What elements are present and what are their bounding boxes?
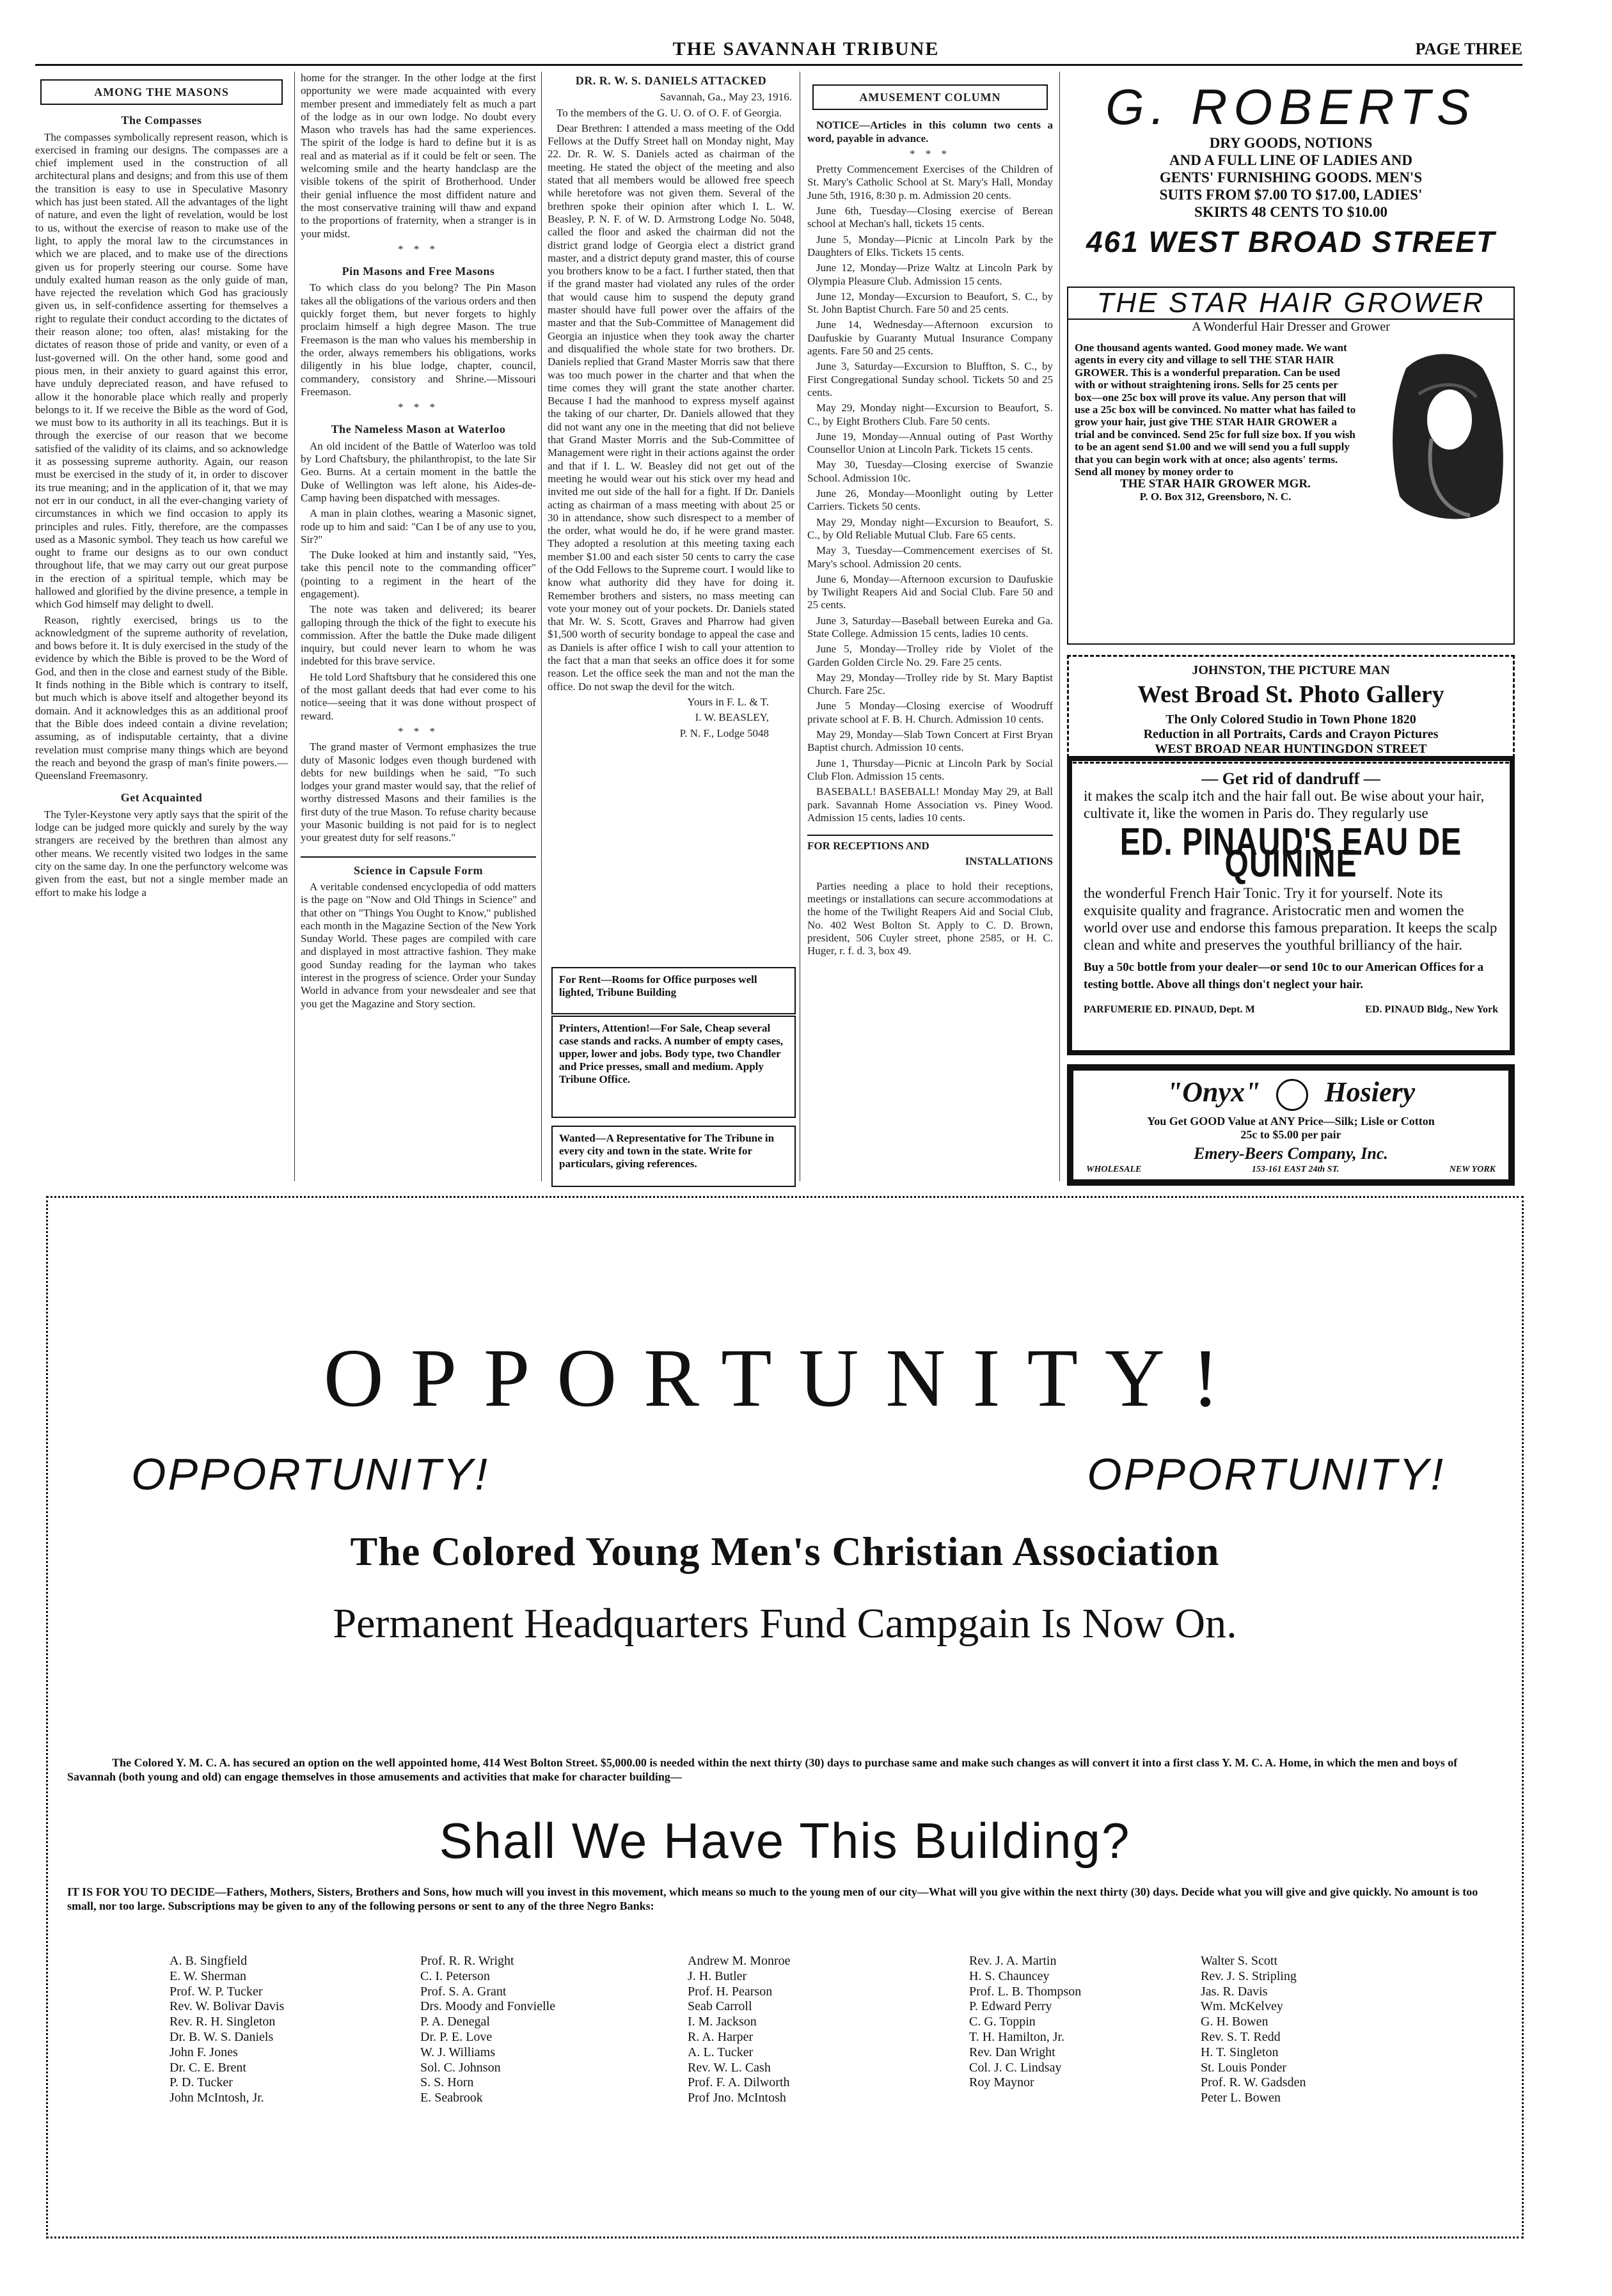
- subscriber-name: H. T. Singleton: [1201, 2045, 1279, 2059]
- subscriber-name: Prof. R. R. Wright: [420, 1954, 514, 1968]
- star-address: P. O. Box 312, Greensboro, N. C.: [1139, 490, 1292, 503]
- subscriber-name: Rev. J. S. Stripling: [1201, 1969, 1297, 1983]
- separator: * * *: [398, 242, 439, 255]
- article-heading: The Nameless Mason at Waterloo: [331, 423, 506, 436]
- subscriber-name: Andrew M. Monroe: [688, 1954, 791, 1968]
- subscriber-name: Prof. S. A. Grant: [420, 1984, 507, 1999]
- ad-pinaud: [1067, 756, 1515, 1055]
- subscriber-name: J. H. Butler: [688, 1969, 747, 1983]
- shall-we-headline: Shall We Have This Building?: [439, 1812, 1131, 1869]
- subscriber-name: C. G. Toppin: [969, 2015, 1036, 2029]
- receptions-body: Parties needing a place to hold their receptions, meetings or installations can secure accommodations at the home of the Twilight Reapers Aid and Social Club, No. 402 West Bolton St. Apply to C. D. Brown, president, 506 Cuyler street, phone 2585, or H. C. Huger, r. f. d. 3, box 49.: [807, 879, 1053, 957]
- column-masons-cont: [301, 72, 536, 1181]
- subscriber-name: H. S. Chauncey: [969, 1969, 1050, 1983]
- subscriber-name: R. A. Harper: [688, 2029, 754, 2044]
- receptions-heading: INSTALLATIONS: [965, 855, 1053, 868]
- subscriber-name: Dr. P. E. Love: [420, 2029, 493, 2044]
- star-firm: THE STAR HAIR GROWER MGR.: [1120, 477, 1311, 491]
- onyx-price: 25c to $5.00 per pair: [1240, 1128, 1341, 1141]
- subscriber-name: T. H. Hamilton, Jr.: [969, 2029, 1065, 2044]
- article-heading: Science in Capsule Form: [301, 856, 536, 877]
- subscriber-name: A. L. Tucker: [688, 2045, 754, 2059]
- star-title: THE STAR HAIR GROWER: [1068, 288, 1513, 320]
- decide-paragraph: IT IS FOR YOU TO DECIDE—Fathers, Mothers, Sisters, Brothers and Sons, how much will you invest in this movement, which means so much to the young men of our city—What will you give within the next thirty (30) days. Decide what you will give and give quickly. No amount is too small, nor too large. Subscriptions may be given to any of the following persons or sent to any of the three Negro Banks:: [67, 1885, 1478, 1912]
- fund-title: Permanent Headquarters Fund Campgain Is Now On.: [333, 1600, 1237, 1647]
- article-paragraph: The Tyler-Keystone very aptly says that the spirit of the lodge can be judged more quickly and surely by the way strangers are received by the brethren than almost any other means. We recently visited two lodges in the same city on the same day. In one the perfunctory welcome was given from the east, but not a single member made an effort to make his lodge a: [35, 808, 288, 899]
- onyx-line: You Get GOOD Value at ANY Price—Silk; Lisle or Cotton: [1147, 1114, 1435, 1128]
- article-heading: The Compasses: [121, 114, 202, 127]
- pinaud-text: the wonderful French Hair Tonic. Try it for yourself. Note its exquisite quality and fragrance. Aristocratic men and women the world over use and endorse this famous preparation. It keeps the scalp clean and white and preserves the youthful brilliancy of the hair.: [1084, 885, 1497, 953]
- article-paragraph: The grand master of Vermont emphasizes the true duty of Masonic lodges even though burdened with debts for new buildings when he said, "To such lodges your grand master would say, that the relief of worthy distressed Masons and their families is the first duty of the true Mason. To refuse charity because your Masonic building is not paid for is to neglect your greatest duty for self reasons.": [301, 741, 536, 844]
- signature: I. W. BEASLEY,: [695, 711, 769, 724]
- signature: P. N. F., Lodge 5048: [679, 727, 769, 739]
- subscriber-name: I. M. Jackson: [688, 2015, 757, 2029]
- column-masons: [35, 72, 288, 1184]
- subscriber-name: Col. J. C. Lindsay: [969, 2060, 1062, 2075]
- amusement-item: June 1, Thursday—Picnic at Lincoln Park by Social Club Flon. Admission 15 cents.: [807, 757, 1053, 782]
- newspaper-title: THE SAVANNAH TRIBUNE: [672, 38, 940, 59]
- subscriber-name: Prof. L. B. Thompson: [969, 1984, 1082, 1999]
- ad-star-hair-grower: [1067, 287, 1515, 645]
- onyx-footer: [1073, 1163, 1508, 1176]
- pinaud-headline: — Get rid of dandruff —: [1201, 769, 1380, 788]
- amusement-item: June 5 Monday—Closing exercise of Woodruff private school at F. B. H. Church. Admission 10 cents.: [807, 700, 1053, 725]
- signature: Yours in F. L. & T.: [687, 695, 769, 708]
- amusement-item: May 29, Monday—Trolley ride by St. Mary Baptist Church. Fare 25c.: [807, 671, 1053, 697]
- article-paragraph: The Duke looked at him and instantly said, "Yes, take this pencil note to the commanding officer" (pointing to a regiment in the heart of the engagement).: [301, 549, 536, 600]
- pinaud-footer: [1084, 1001, 1498, 1018]
- amusement-section-title: AMUSEMENT COLUMN: [812, 84, 1048, 110]
- subscriber-name: Drs. Moody and Fonvielle: [420, 1999, 556, 2014]
- pinaud-text: Buy a 50c bottle from your dealer—or send 10c to our American Offices for a testing bottle. Above all things don't neglect your hair.: [1084, 961, 1484, 991]
- star-body-text: One thousand agents wanted. Good money made. We want agents in every city and village to sell THE STAR HAIR GROWER. This is a wonderful preparation. Can be used with or without straightening irons. Sells for 25 cents per box—one 25c box will prove its value. Any person that will use a 25c box will be convinced. No matter what has failed to grow your hair, just give THE STAR HAIR GROWER a trial and be convinced. Send 25c for full size box. If you wish to be an agent send $1.00 and we will send you a full supply that you can begin work with at once; also agents' terms. Send all money by money order to: [1075, 342, 1356, 478]
- article-paragraph: A veritable condensed encyclopedia of odd matters is the page on "Now and Old Things in Science" and that other on "Things You Ought to Know," published each month in the Magazine Section of the New York Sunday World. These pages are compiled with care and displayed in most attractive fashion. They make good Sunday reading for the layman who takes interest in the progress of science. Order your Sunday World in advance from your newsdealer and see that you get the Magazine and Story section.: [301, 880, 536, 1010]
- amusement-item: May 29, Monday night—Excursion to Beaufort, S. C., by Old Reliable Mutual Club. Fare 65 cents.: [807, 515, 1053, 541]
- photo-line: The Only Colored Studio in Town Phone 1820: [1166, 712, 1416, 727]
- star-subtitle: A Wonderful Hair Dresser and Grower: [1192, 320, 1390, 334]
- subscriber-name: Roy Maynor: [969, 2075, 1034, 2090]
- article-paragraph: The compasses symbolically represent reason, which is exercised in framing our designs. The compasses are a chief implement used in the construction of all architectural plans and designs; and from this use of them the transition is easy to use in Speculative Masonry which has just been stated. All the advantages of the light of nature, and even the light of revelation, would be lost to us, without the exercise of reason to make use of the light, to apply the moral law to the circumstances in which we are placed, and to make use of the directions given us for properly steering our course. Some have unduly exalted human reason as the only guide of man, have rejected the revelation which God has graciously given us, in self-confidence asserting for themselves a right to regulate their conduct according to the dictates of their reason alone; too often, alas! mistaking for the dictates of reason those of pride and vanity, or even of a lust-governed will. On the other hand, some good and pious men, in their anxiety to guard against this error, have unduly depreciated reason, and have refused to allow it the honorable place which really and properly belongs to it. If we receive the Bible as the word of God, we must bow to its authority in all its teachings. But it is through the exercise of our reason that we become satisfied of the validity of its claims, and so acknowledge it as possessing supreme authority. Again, our reason must be exercised in the study of it, in order to discover its true meaning; and in the application of it, that we may not err in our conduct, in all the ever-changing variety of circumstances in which we find occasion to apply its principles and rules. Fitly, therefore, are the compasses used as a Masonic symbol. They teach us how careful we ought to frame our designs as to our own conduct throughout life, that we may carry out our great purpose in the erection of a spiritual temple, which may be hallowed and glorified by the divine presence, a temple in which God himself may delight to dwell.: [35, 130, 288, 611]
- subscriber-name: Prof. W. P. Tucker: [170, 1984, 263, 1999]
- roberts-line: GENTS' FURNISHING GOODS. MEN'S: [1159, 169, 1423, 185]
- photo-gallery-name: West Broad St. Photo Gallery: [1137, 681, 1444, 708]
- subscriber-name: Rev. S. T. Redd: [1201, 2029, 1281, 2044]
- amusement-item: May 30, Tuesday—Closing exercise of Swanzie School. Admission 10c.: [807, 459, 1053, 484]
- subscriber-name: A. B. Singfield: [170, 1954, 248, 1968]
- subscriber-name: Rev. J. A. Martin: [969, 1954, 1057, 1968]
- woman-portrait-illustration: [1380, 343, 1508, 530]
- subscriber-name: P. Edward Perry: [969, 1999, 1052, 2014]
- subscriber-name: Prof. H. Pearson: [688, 1984, 773, 1999]
- dateline: Savannah, Ga., May 23, 1916.: [660, 91, 792, 104]
- roberts-line: SKIRTS 48 CENTS TO $10.00: [1194, 204, 1387, 220]
- roberts-name: G. ROBERTS: [1105, 79, 1476, 135]
- subscriber-name: Seab Carroll: [688, 1999, 752, 2014]
- amusement-item: June 12, Monday—Prize Waltz at Lincoln Park by Olympia Pleasure Club. Admission 15 cents.: [807, 262, 1053, 287]
- subscriber-name: E. W. Sherman: [170, 1969, 246, 1983]
- opportunity-left: OPPORTUNITY!: [131, 1449, 489, 1499]
- amusement-item: June 3, Saturday—Baseball between Eureka and Ga. State College. Admission 15 cents, ladies 10 cents.: [807, 614, 1053, 640]
- onyx-hosiery: Hosiery: [1324, 1076, 1416, 1108]
- subscriber-name: E. Seabrook: [420, 2091, 483, 2105]
- amusement-item: June 5, Monday—Picnic at Lincoln Park by the Daughters of Elks. Tickets 15 cents.: [807, 233, 1053, 258]
- article-title: DR. R. W. S. DANIELS ATTACKED: [575, 74, 767, 87]
- subscriber-name: Rev. W. Bolivar Davis: [170, 1999, 285, 2014]
- ad-photo-gallery: [1067, 655, 1515, 764]
- onyx-company: Emery-Beers Company, Inc.: [1194, 1144, 1388, 1163]
- onyx-footer-item: NEW YORK: [1449, 1164, 1496, 1174]
- amusement-item: June 14, Wednesday—Afternoon excursion to Daufuskie by Guaranty Mutual Insurance Company agents. Fare 50 and 25 cents.: [807, 318, 1053, 358]
- column-rule: [541, 72, 542, 1181]
- pinaud-footer-right: ED. PINAUD Bldg., New York: [1365, 1004, 1498, 1015]
- amusement-item: BASEBALL! BASEBALL! Monday May 29, at Ball park. Savannah Home Association vs. Piney Wood. Admission 15 cents, ladies 10 cents.: [807, 785, 1053, 824]
- roberts-line: SUITS FROM $7.00 TO $17.00, LADIES': [1159, 187, 1423, 203]
- amusement-item: Pretty Commencement Exercises of the Children of St. Mary's Catholic School at St. Mary's Hall, Monday June 5th, 1916, 8:30 p. m. Admission 20 cents.: [807, 163, 1053, 201]
- amusement-item: May 29, Monday night—Excursion to Beaufort, S. C., by Eight Brothers Club. Fare 50 cents.: [807, 402, 1053, 427]
- subscriber-column: [969, 1954, 1081, 2091]
- subscriber-name: Walter S. Scott: [1201, 1954, 1278, 1968]
- subscriber-column: [688, 1954, 791, 2106]
- subscriber-name: Wm. McKelvey: [1201, 1999, 1283, 2014]
- ad-for-rent: For Rent—Rooms for Office purposes well lighted, Tribune Building: [551, 967, 796, 1014]
- subscriber-name: Prof. R. W. Gadsden: [1201, 2075, 1306, 2090]
- star-body: [1075, 342, 1356, 503]
- separator: * * *: [398, 725, 439, 737]
- roberts-line: AND A FULL LINE OF LADIES AND: [1169, 152, 1412, 168]
- amusement-item: June 3, Saturday—Excursion to Bluffton, S. C., by First Congregational Sunday school. Tickets 50 and 25 cents.: [807, 360, 1053, 398]
- subscriber-name: P. D. Tucker: [170, 2075, 233, 2090]
- subscriber-column: [170, 1954, 284, 2106]
- opportunity-headline: OPPORTUNITY!: [323, 1332, 1247, 1424]
- masons-section-title: AMONG THE MASONS: [40, 79, 283, 105]
- subscriber-name: Rev. R. H. Singleton: [170, 2015, 276, 2029]
- ad-printers: Printers, Attention!—For Sale, Cheap several case stands and racks. A number of empty cases, upper, lower and jobs. Body type, two Chandler and Price presses, small and medium. Apply Tribune Office.: [551, 1016, 796, 1118]
- amusement-notice: NOTICE—Articles in this column two cents a word, payable in advance.: [807, 119, 1053, 145]
- subscriber-name: C. I. Peterson: [420, 1969, 490, 1983]
- amusement-item: June 6, Monday—Afternoon excursion to Daufuskie by Twilight Reapers Aid and Social Club. Fare 50 and 25 cents.: [807, 572, 1053, 611]
- onyx-footer-item: WHOLESALE: [1086, 1164, 1142, 1174]
- roberts-address: 461 WEST BROAD STREET: [1086, 225, 1496, 258]
- subscriber-name: Rev. Dan Wright: [969, 2045, 1055, 2059]
- amusement-item: June 6th, Tuesday—Closing exercise of Berean school at Mechan's hall, tickets 15 cents.: [807, 205, 1053, 230]
- article-paragraph: Reason, rightly exercised, brings us to the acknowledgment of the supreme authority of revelation, and bows before it. It is duly exercised in the study of the evidence by which the Bible is proved to be the Word of God, and then in the close and earnest study of the Bible. It finds nothing in the Bible which is contrary to itself, but much which is above itself and altogether beyond its domain. And it acknowledges this as an additional proof that the Bible does indeed contain a divine revelation; assuming, as of indisputable certainty, that a divine revelation must comprise many things which are beyond the reach and beyond the grasp of man's finite powers.—Queensland Freemasonry.: [35, 613, 288, 782]
- article-paragraph: He told Lord Shaftsbury that he considered this one of the most gallant deeds that had ever come to his notice—seeing that it was done without prospect of reward.: [301, 670, 536, 722]
- column-rule: [294, 72, 295, 1181]
- subscriber-name: Dr. C. E. Brent: [170, 2060, 246, 2075]
- article-paragraph: To the members of the G. U. O. of O. F. of Georgia.: [557, 106, 782, 119]
- article-paragraph: home for the stranger. In the other lodge at the first opportunity we were made acquainted with every member present and immediately felt as much a part of the lodge as in our own lodge. No doubt every Mason who travels has had the same experiences. The spirit of the lodge is hard to define but it is as real and as material as if it could be felt or seen. The welcoming smile and the hearty handclasp are the visible tokens of the spirit of Brotherhood. Under their genial influence the most diffident nature and the most conservative training will thaw and expand to the proportions of fraternity, when a stranger is in your midst.: [301, 72, 536, 240]
- amusement-item: May 3, Tuesday—Commencement exercises of St. Mary's school. Admission 20 cents.: [807, 544, 1053, 570]
- subscriber-column: [1201, 1954, 1306, 2106]
- separator: * * *: [910, 147, 951, 160]
- subscriber-name: Sol. C. Johnson: [420, 2060, 501, 2075]
- article-paragraph: The note was taken and delivered; its bearer galloping through the thick of the fight to execute his commission. After the battle the Duke made diligent inquiry, but could never learn to whom he was indebted for this brave service.: [301, 603, 536, 668]
- page-number: PAGE THREE: [1415, 40, 1522, 58]
- ad-ymca-fund: [46, 1196, 1524, 2238]
- subscriber-name: Peter L. Bowen: [1201, 2091, 1281, 2105]
- column-amusement: [807, 72, 1053, 1181]
- column-rule: [1059, 72, 1060, 1181]
- onyx-name: "Onyx": [1166, 1076, 1261, 1108]
- onyx-title: [1073, 1076, 1508, 1111]
- pinaud-footer-left: PARFUMERIE ED. PINAUD, Dept. M: [1084, 1004, 1255, 1015]
- article-paragraph: Dear Brethren: I attended a mass meeting of the Odd Fellows at the Duffy Street hall on Monday night, May 22. Dr. R. W. S. Daniels acted as chairman of the meeting. He stated the object of the meeting and also stated that all members would be allowed free speech while heretofore was not given them. Several of the brethren spoke their opinion after which I. L. W. Beasley, P. N. F. of W. D. Armstrong Lodge No. 5048, called the floor and asked the chairman did not the district grand lodge of Georgia elect a district grand master, and a district deputy grand master, this of course you brothers know to be a fact. I further stated, then that if the grand master had violated any rules of the order that would cause him to suspend the deputy grand master should have full power over the affairs of the master and that the Sub-Committee of Management did Georgia an injustice when they took away the charter and disqualified the whole state for two brothers. Dr. Daniels replied that Grand Master Morris saw that there was too much power in the charter and that when the time comes they will grant the state another charter. Because I had the manhood to express myself against the taking of our charter, Dr. Daniels allowed that they did not want any one in the meeting that did not believe that Grand Master Morris and the Sub-Committee of Management were right in their actions against the order and that if I. L. W. Beasley did not get out of the meeting he would wear out his stick over my head and invited me out side of the hall for a fight. If Dr. Daniels acting as chairman of a mass meeting with about 25 or 30 in attendance, show such disrespect to a member of the order, what would he do, if he were grand master. They adopted a resolution at this meeting taxing each member $1.00 and each sister 50 cents to carry the case of the Odd Fellows to the Supreme court. I would like to know what authority did they have for doing it. Remember brothers and sisters, no mass meeting can vote your money out of your pockets. Dr. Daniels stated that Mr. W. S. Scott, Graves and Pharrow had given $1,500 worth of security bondage to appeal the case and as Daniels is after office I wish to call your attention to the fact that a man that seeks an office does it for some reason. Let the office seek the man and not the man the office. Do not swap the devil for the witch.: [548, 122, 794, 693]
- subscriber-name: P. A. Denegal: [420, 2015, 490, 2029]
- photo-line: Reduction in all Portraits, Cards and Crayon Pictures: [1143, 727, 1439, 741]
- article-paragraph: A man in plain clothes, wearing a Masonic signet, rode up to him and said: "Can I be of any use to you, Sir?": [301, 507, 536, 546]
- pinaud-brand: ED. PINAUD'S EAU DE QUININE: [1119, 821, 1462, 885]
- ad-wanted: Wanted—A Representative for The Tribune in every city and town in the state. Write for particulars, giving references.: [551, 1126, 796, 1187]
- subscriber-name: W. J. Williams: [420, 2045, 495, 2059]
- ymca-paragraph: The Colored Y. M. C. A. has secured an option on the well appointed home, 414 West Bolton Street. $5,000.00 is needed within the next thirty (30) days to purchase same and make such changes as will convert it into a first class Y. M. C. A. Home, in which the men and boys of Savannah (both young and old) can engage themselves in those amusements and activities that make for character building—: [67, 1756, 1458, 1783]
- amusement-item: June 5, Monday—Trolley ride by Violet of the Garden Golden Circle No. 29. Fare 25 cents.: [807, 643, 1053, 668]
- ad-g-roberts: [1067, 79, 1515, 278]
- ymca-title: The Colored Young Men's Christian Association: [350, 1529, 1220, 1574]
- subscriber-column: [420, 1954, 555, 2106]
- subscriber-name: John McIntosh, Jr.: [170, 2091, 264, 2105]
- roberts-line: DRY GOODS, NOTIONS: [1209, 135, 1373, 151]
- photo-line: WEST BROAD NEAR HUNTINGDON STREET: [1155, 742, 1427, 756]
- onyx-seal-icon: [1276, 1079, 1308, 1111]
- amusement-item: June 26, Monday—Moonlight outing by Letter Carriers. Tickets 50 cents.: [807, 487, 1053, 513]
- subscriber-name: Prof. F. A. Dilworth: [688, 2075, 790, 2090]
- subscriber-name: John F. Jones: [170, 2045, 238, 2059]
- receptions-heading: FOR RECEPTIONS AND: [807, 840, 929, 853]
- onyx-footer-item: 153-161 EAST 24th ST.: [1251, 1164, 1339, 1174]
- subscriber-name: S. S. Horn: [420, 2075, 474, 2090]
- article-paragraph: To which class do you belong? The Pin Mason takes all the obligations of the various orders and then quickly forget them, but never forgets to highly proclaim himself a high degree Mason. The true Freemason is the man who values his membership in the order, always remembers his obligations, works diligently in his blue lodge, chapter, council, commandery, consistory and Shrine.—Missouri Freemason.: [301, 281, 536, 398]
- ad-onyx-hosiery: [1067, 1064, 1515, 1186]
- photo-line: JOHNSTON, THE PICTURE MAN: [1192, 663, 1390, 677]
- subscriber-name: Rev. W. L. Cash: [688, 2060, 771, 2075]
- article-heading: Get Acquainted: [120, 791, 203, 805]
- opportunity-right: OPPORTUNITY!: [1087, 1449, 1445, 1499]
- article-paragraph: An old incident of the Battle of Waterloo was told by Lord Chaftsbury, the philanthropist, to the late Sir Geo. Burns. At a certain moment in the battle the Duke of Wellington was left alone, his Aides-de-Camp having been dispatched with messages.: [301, 439, 536, 504]
- article-heading: Pin Masons and Free Masons: [342, 265, 495, 278]
- masthead-rule: [35, 64, 1522, 66]
- subscriber-name: Dr. B. W. S. Daniels: [170, 2029, 274, 2044]
- separator: * * *: [398, 401, 439, 414]
- column-daniels: [548, 72, 794, 957]
- subscriber-name: Prof Jno. McIntosh: [688, 2091, 786, 2105]
- subscriber-name: G. H. Bowen: [1201, 2015, 1268, 2029]
- amusement-item: June 19, Monday—Annual outing of Past Worthy Counsellor Union at Lincoln Park. Tickets 15 cents.: [807, 430, 1053, 456]
- amusement-item: June 12, Monday—Excursion to Beaufort, S. C., by St. John Baptist Church. Fare 50 and 25 cents.: [807, 290, 1053, 316]
- subscriber-name: St. Louis Ponder: [1201, 2060, 1286, 2075]
- amusement-item: May 29, Monday—Slab Town Concert at First Bryan Baptist church. Admission 10 cents.: [807, 728, 1053, 754]
- subscriber-name: Jas. R. Davis: [1201, 1984, 1268, 1999]
- pinaud-text: it makes the scalp itch and the hair fall out. Be wise about your hair, cultivate it, like the women in Paris do. They regularly use: [1084, 788, 1485, 821]
